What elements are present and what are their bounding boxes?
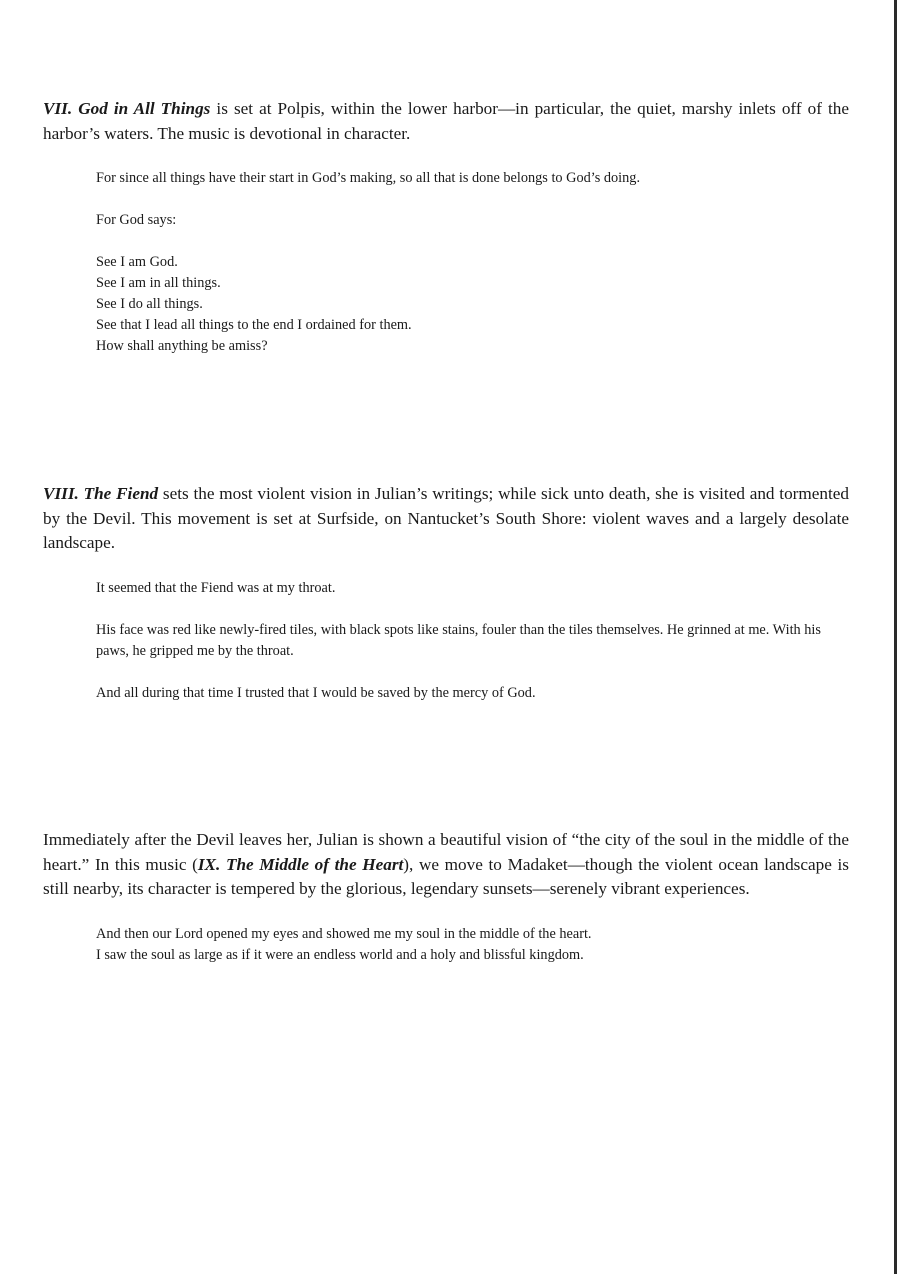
section-middle-of-the-heart bbox=[43, 828, 849, 966]
quote-line: See that I lead all things to the end I ordained for them. bbox=[96, 317, 412, 333]
quote-verse bbox=[96, 924, 849, 966]
quote-line: I saw the soul as large as if it were an endless world and a holy and blissful kingdom. bbox=[96, 946, 584, 963]
block-quote bbox=[96, 924, 849, 966]
quote-line: See I am God. bbox=[96, 254, 178, 270]
intro-text: Immediately after the Devil leaves her, Julian is shown a beautiful vision of “the city of the soul in the middle of the heart.” In this music ( bbox=[43, 830, 849, 874]
quote-line: See I do all things. bbox=[96, 296, 203, 312]
quote-paragraph: His face was red like newly-fired tiles, with black spots like stains, fouler than the tiles themselves. He grinned at me. With his paws, he gripped me by the throat. bbox=[96, 621, 821, 659]
quote-paragraph: For God says: bbox=[96, 212, 177, 228]
quote-paragraph: It seemed that the Fiend was at my throat. bbox=[96, 579, 336, 596]
block-quote bbox=[96, 578, 849, 704]
block-quote bbox=[96, 168, 849, 357]
movement-title: VII. God in All Things bbox=[43, 99, 211, 118]
intro-text: sets the most violent vision in Julian’s writings; while sick unto death, she is visited and tormented by the Devil. This movement is set at Surfside, on Nantucket’s South Shore: violent waves and a largely desolate landscape. bbox=[43, 484, 849, 552]
quote-verse bbox=[96, 252, 849, 357]
section-god-in-all-things bbox=[43, 97, 849, 357]
quote-paragraph: For since all things have their start in God’s making, so all that is done belongs to God’s doing. bbox=[96, 170, 641, 186]
quote-line: And then our Lord opened my eyes and showed me my soul in the middle of the heart. bbox=[96, 925, 592, 942]
section-intro bbox=[43, 482, 849, 556]
movement-title: IX. The Middle of the Heart bbox=[197, 854, 404, 874]
section-intro bbox=[43, 828, 849, 902]
quote-line: See I am in all things. bbox=[96, 275, 221, 291]
quote-line: How shall anything be amiss? bbox=[96, 338, 268, 354]
quote-paragraph: And all during that time I trusted that I would be saved by the mercy of God. bbox=[96, 684, 536, 701]
section-the-fiend bbox=[43, 482, 849, 704]
movement-title: VIII. The Fiend bbox=[43, 484, 159, 503]
section-intro bbox=[43, 97, 849, 146]
intro-text: is set at Polpis, within the lower harbor—in particular, the quiet, marshy inlets off of the harbor’s waters. The music is devotional in character. bbox=[43, 99, 849, 143]
intro-text: ), we move to Madaket—though the violent ocean landscape is still nearby, its character is tempered by the glorious, legendary sunsets—serenely vibrant experiences. bbox=[43, 854, 849, 898]
